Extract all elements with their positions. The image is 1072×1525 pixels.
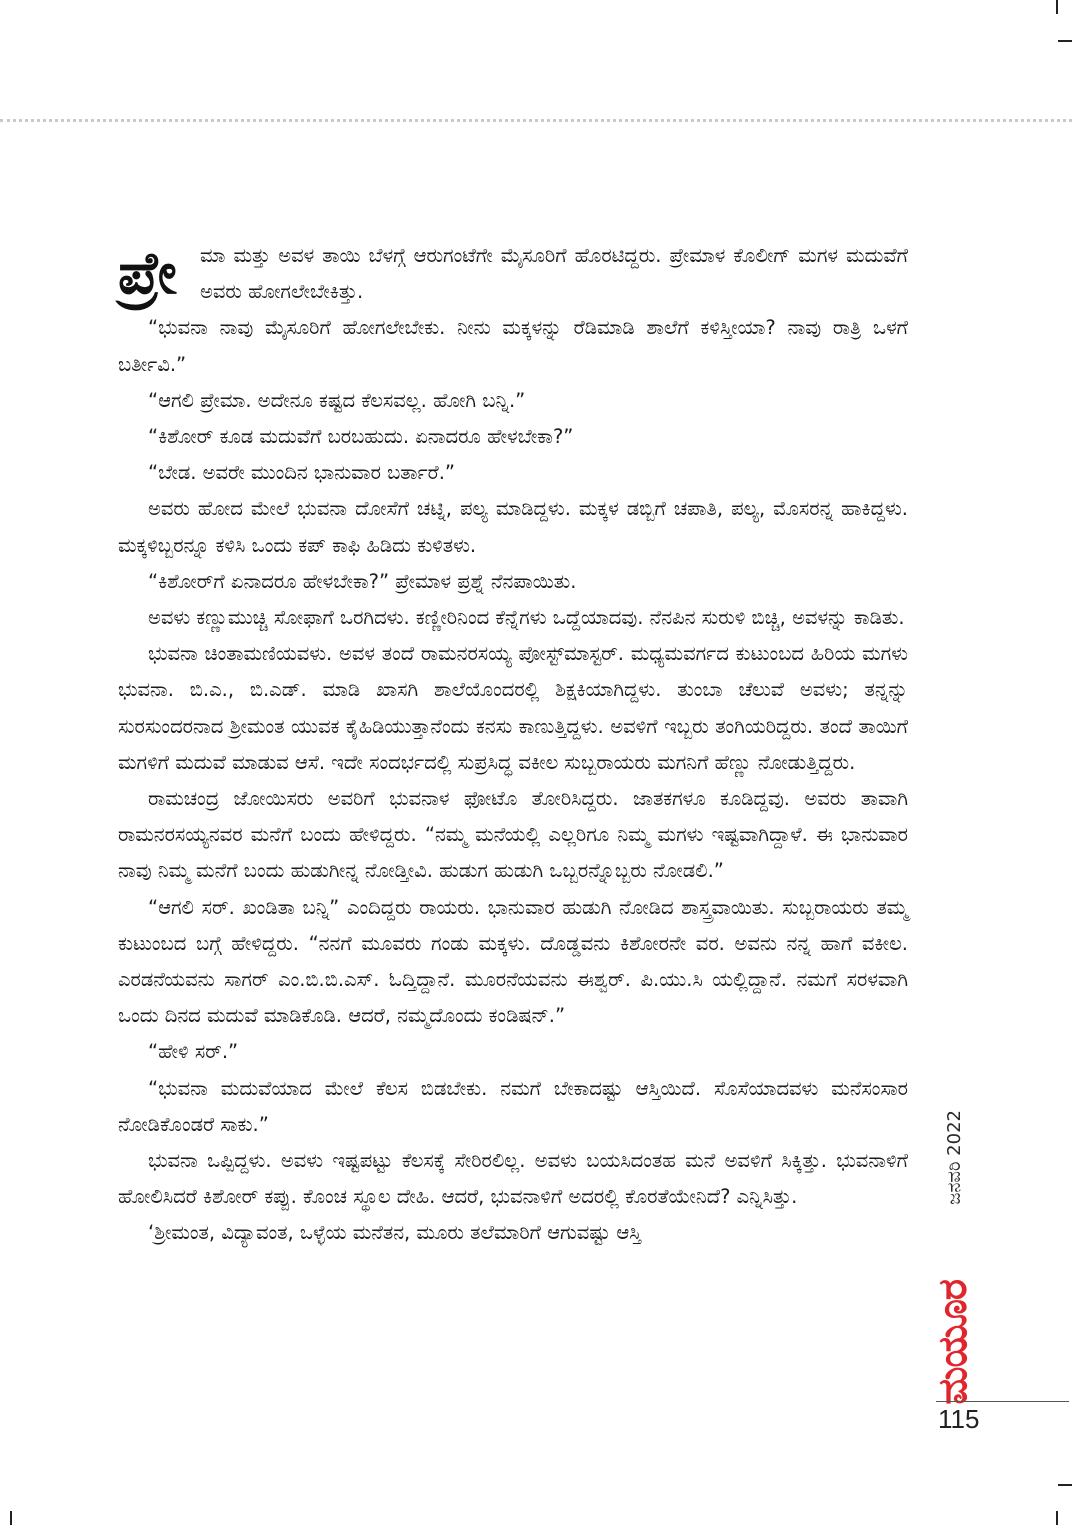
issue-date: ಜನವರಿ 2022 — [944, 1110, 965, 1205]
crop-mark-right-lower — [1058, 1484, 1072, 1486]
page-number: 115 — [938, 1404, 980, 1434]
drop-cap: ಪ್ರೇ — [118, 239, 177, 307]
page-number-rule — [936, 1401, 1069, 1402]
paragraph: “ಭುವನಾ ನಾವು ಮೈಸೂರಿಗೆ ಹೋಗಲೇಬೇಕು. ನೀನು ಮಕ್ಕಳನ್ನು ರೆಡಿಮಾಡಿ ಶಾಲೆಗೆ ಕಳಿಸ್ತೀಯಾ? ನಾವು ರಾತ್ರಿ ಒಳಗೆ ಬರ್ತೀವಿ.” — [118, 316, 908, 376]
paragraph: “ಕಿಶೋರ್‌ಗೆ ಏನಾದರೂ ಹೇಳಬೇಕಾ?” ಪ್ರೇಮಾಳ ಪ್ರಶ್ನೆ ನೆನಪಾಯಿತು. — [148, 569, 577, 593]
paragraph: “ಕಿಶೋರ್ ಕೂಡ ಮದುವೆಗೆ ಬರಬಹುದು. ಏನಾದರೂ ಹೇಳಬೇಕಾ?” — [148, 425, 574, 449]
paragraph: “ಹೇಳಿ ಸರ್.” — [148, 1040, 239, 1064]
paragraph: ಭುವನಾ ಒಪ್ಪಿದ್ದಳು. ಅವಳು ಇಷ್ಟಪಟ್ಟು ಕೆಲಸಕ್ಕೆ ಸೇರಿರಲಿಲ್ಲ. ಅವಳು ಬಯಸಿದಂತಹ ಮನೆ ಅವಳಿಗೆ ಸಿಕ್ಕಿತ್ತು. ಭುವನಾಳಿಗೆ ಹೋಲಿಸಿದರೆ ಕಿಶೋರ್ ಕಪ್ಪು. ಕೊಂಚ ಸ್ಥೂಲ ದೇಹಿ. ಆದರೆ, ಭುವನಾಳಿಗೆ ಅದರಲ್ಲಿ ಕೊರತೆಯೇನಿದೆ? ಎನ್ನಿಸಿತ್ತು. — [118, 1149, 908, 1209]
crop-mark-top-right — [1056, 0, 1058, 14]
opening-text: ಮಾ ಮತ್ತು ಅವಳ ತಾಯಿ ಬೆಳಗ್ಗೆ ಆರುಗಂಟೆಗೇ ಮೈಸೂರಿಗೆ ಹೊರಟಿದ್ದರು. ಪ್ರೇಮಾಳ ಕೊಲೀಗ್ ಮಗಳ ಮದುವೆಗೆ ಅವರು ಹೋಗಲೇಬೇಕಿತ್ತು. — [200, 244, 908, 304]
crop-mark-bottom-right — [1056, 1511, 1058, 1525]
paragraph: “ಆಗಲಿ ಪ್ರೇಮಾ. ಅದೇನೂ ಕಷ್ಟದ ಕೆಲಸವಲ್ಲ. ಹೋಗಿ ಬನ್ನಿ.” — [148, 388, 526, 412]
paragraph: ‘ಶ್ರೀಮಂತ, ವಿದ್ಯಾವಂತ, ಒಳ್ಳೆಯ ಮನೆತನ, ಮೂರು ತಲೆಮಾರಿಗೆ ಆಗುವಷ್ಟು ಆಸ್ತಿ — [148, 1221, 642, 1245]
paragraph: “ಭುವನಾ ಮದುವೆಯಾದ ಮೇಲೆ ಕೆಲಸ ಬಿಡಬೇಕು. ನಮಗೆ ಬೇಕಾದಷ್ಟು ಆಸ್ತಿಯಿದೆ. ಸೊಸೆಯಾದವಳು ಮನೆಸಂಸಾರ ನೋಡಿಕೊಂಡರೆ ಸಾಕು.” — [118, 1076, 908, 1136]
crop-mark-right-upper — [1058, 40, 1072, 42]
paragraph: “ಬೇಡ. ಅವರೇ ಮುಂದಿನ ಭಾನುವಾರ ಬರ್ತಾರೆ.” — [148, 461, 456, 485]
opening-paragraph — [118, 238, 908, 310]
crop-mark-bottom-left — [10, 1511, 12, 1525]
paragraph: “ಆಗಲಿ ಸರ್. ಖಂಡಿತಾ ಬನ್ನಿ” ಎಂದಿದ್ದರು ರಾಯರು. ಭಾನುವಾರ ಹುಡುಗಿ ನೋಡಿದ ಶಾಸ್ತ್ರವಾಯಿತು. ಸುಬ್ಬರಾಯರು ತಮ್ಮ ಕುಟುಂಬದ ಬಗ್ಗೆ ಹೇಳಿದ್ದರು. “ನನಗೆ ಮೂವರು ಗಂಡು ಮಕ್ಕಳು. ದೊಡ್ಡವನು ಕಿಶೋರನೇ ವರ. ಅವನು ನನ್ನ ಹಾಗೆ ವಕೀಲ. ಎರಡನೆಯವನು ಸಾಗರ್ ಎಂ.ಬಿ.ಬಿ.ಎಸ್. ಓದ್ತಿದ್ದಾನೆ. ಮೂರನೆಯವನು ಈಶ್ವರ್. ಪಿ.ಯು.ಸಿ ಯಲ್ಲಿದ್ದಾನೆ. ನಮಗೆ ಸರಳವಾಗಿ ಒಂದು ದಿನದ ಮದುವೆ ಮಾಡಿಕೊಡಿ. ಆದರೆ, ನಮ್ಮದೊಂದು ಕಂಡಿಷನ್.” — [118, 895, 908, 1028]
article-body — [118, 238, 908, 1252]
paragraph: ರಾಮಚಂದ್ರ ಜೋಯಿಸರು ಅವರಿಗೆ ಭುವನಾಳ ಫೋಟೊ ತೋರಿಸಿದ್ದರು. ಜಾತಕಗಳೂ ಕೂಡಿದ್ದವು. ಅವರು ತಾವಾಗಿ ರಾಮನರಸಯ್ಯನವರ ಮನೆಗೆ ಬಂದು ಹೇಳಿದ್ದರು. “ನಮ್ಮ ಮನೆಯಲ್ಲಿ ಎಲ್ಲರಿಗೂ ನಿಮ್ಮ ಮಗಳು ಇಷ್ಟವಾಗಿದ್ದಾಳೆ. ಈ ಭಾನುವಾರ ನಾವು ನಿಮ್ಮ ಮನೆಗೆ ಬಂದು ಹುಡುಗೀನ್ನ ನೋಡ್ತೀವಿ. ಹುಡುಗ ಹುಡುಗಿ ಒಬ್ಬರನ್ನೊಬ್ಬರು ನೋಡಲಿ.” — [118, 787, 908, 883]
dotted-separator — [0, 119, 1072, 122]
paragraph: ಅವರು ಹೋದ ಮೇಲೆ ಭುವನಾ ದೋಸೆಗೆ ಚಟ್ನಿ, ಪಲ್ಯ ಮಾಡಿದ್ದಳು. ಮಕ್ಕಳ ಡಬ್ಬಿಗೆ ಚಪಾತಿ, ಪಲ್ಯ, ಮೊಸರನ್ನ ಹಾಕಿದ್ದಳು. ಮಕ್ಕಳಿಬ್ಬರನ್ನೂ ಕಳಿಸಿ ಒಂದು ಕಪ್ ಕಾಫಿ ಹಿಡಿದು ಕುಳಿತಳು. — [118, 497, 908, 557]
magazine-logo: ಮಯೂರ — [930, 1280, 976, 1405]
paragraph: ಅವಳು ಕಣ್ಣುಮುಚ್ಚಿ ಸೋಫಾಗೆ ಒರಗಿದಳು. ಕಣ್ಣೀರಿನಿಂದ ಕೆನ್ನೆಗಳು ಒದ್ದೆಯಾದವು. ನೆನಪಿನ ಸುರುಳಿ ಬಿಚ್ಚಿ, ಅವಳನ್ನು ಕಾಡಿತು. — [148, 606, 905, 630]
paragraph: ಭುವನಾ ಚಿಂತಾಮಣಿಯವಳು. ಅವಳ ತಂದೆ ರಾಮನರಸಯ್ಯ ಪೋಸ್ಟ್‌ಮಾಸ್ಟರ್. ಮಧ್ಯಮವರ್ಗದ ಕುಟುಂಬದ ಹಿರಿಯ ಮಗಳು ಭುವನಾ. ಬಿ.ಎ., ಬಿ.ಎಡ್. ಮಾಡಿ ಖಾಸಗಿ ಶಾಲೆಯೊಂದರಲ್ಲಿ ಶಿಕ್ಷಕಿಯಾಗಿದ್ದಳು. ತುಂಬಾ ಚೆಲುವೆ ಅವಳು; ತನ್ನನ್ನು ಸುರಸುಂದರನಾದ ಶ್ರೀಮಂತ ಯುವಕ ಕೈಹಿಡಿಯುತ್ತಾನೆಂದು ಕನಸು ಕಾಣುತ್ತಿದ್ದಳು. ಅವಳಿಗೆ ಇಬ್ಬರು ತಂಗಿಯರಿದ್ದರು. ತಂದೆ ತಾಯಿಗೆ ಮಗಳಿಗೆ ಮದುವೆ ಮಾಡುವ ಆಸೆ. ಇದೇ ಸಂದರ್ಭದಲ್ಲಿ ಸುಪ್ರಸಿದ್ಧ ವಕೀಲ ಸುಬ್ಬರಾಯರು ಮಗನಿಗೆ ಹೆಣ್ಣು ನೋಡುತ್ತಿದ್ದರು. — [118, 642, 908, 774]
